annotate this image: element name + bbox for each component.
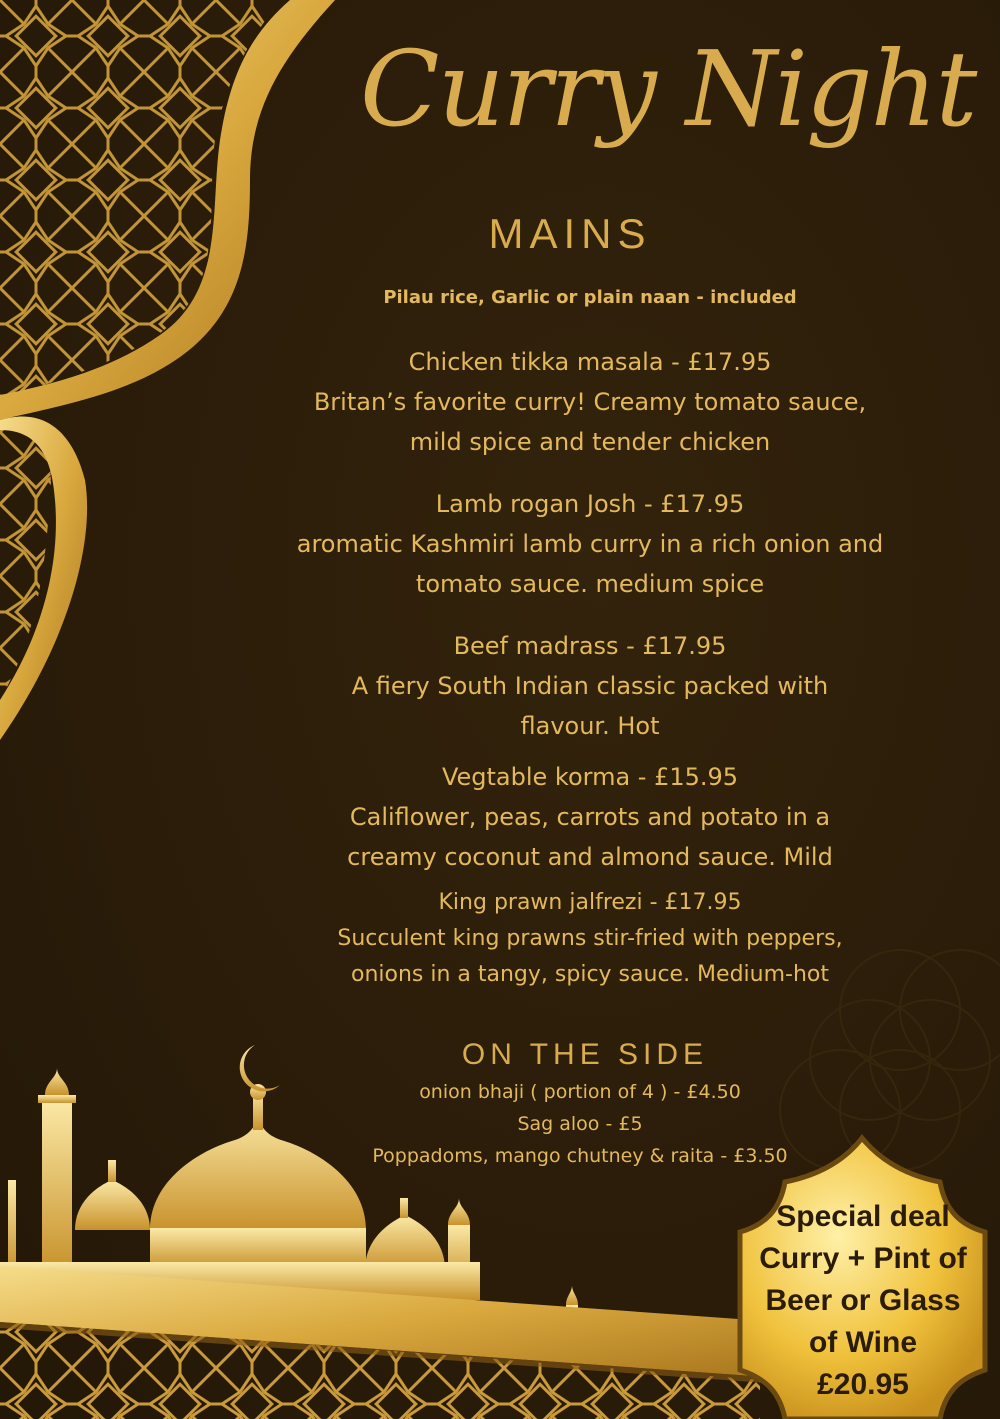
dish-name: Vegtable korma - £15.95 <box>441 763 739 791</box>
side-item: onion bhaji ( portion of 4 ) - £4.50 <box>419 1081 741 1103</box>
dish-description: Succulent king prawns stir-fried with peppers, <box>337 926 843 951</box>
dish-name: Lamb rogan Josh - £17.95 <box>435 490 745 518</box>
dish-name: King prawn jalfrezi - £17.95 <box>438 890 742 915</box>
dish-item <box>250 885 930 993</box>
special-deal-line: of Wine <box>808 1326 918 1359</box>
dish-item <box>250 342 930 462</box>
special-deal-price: £20.95 <box>817 1368 909 1401</box>
special-deal-text <box>748 1196 978 1406</box>
side-heading: ON THE SIDE <box>461 1038 709 1071</box>
dish-description: creamy coconut and almond sauce. Mild <box>347 843 833 871</box>
special-deal-line: Curry + Pint of <box>759 1242 967 1275</box>
dish-description: onions in a tangy, spicy sauce. Medium-hot <box>350 962 829 987</box>
dish-description: Britan’s favorite curry! Creamy tomato sauce, <box>313 388 867 416</box>
dish-description: mild spice and tender chicken <box>409 428 771 456</box>
dish-item <box>250 484 930 604</box>
dish-description: tomato sauce. medium spice <box>415 570 765 598</box>
side-item: Sag aloo - £5 <box>517 1113 643 1135</box>
special-deal-line: Special deal <box>776 1200 950 1233</box>
included-note: Pilau rice, Garlic or plain naan - included <box>383 287 797 308</box>
dish-description: flavour. Hot <box>520 712 660 740</box>
dish-item <box>250 626 930 746</box>
side-item: Poppadoms, mango chutney & raita - £3.50 <box>372 1145 788 1167</box>
page-title: Curry Night <box>360 28 976 150</box>
dish-description: aromatic Kashmiri lamb curry in a rich onion and <box>296 530 884 558</box>
side-list <box>330 1076 830 1172</box>
mains-heading: MAINS <box>488 210 652 257</box>
dish-description: A fiery South Indian classic packed with <box>351 672 829 700</box>
special-deal-line: Beer or Glass <box>765 1284 961 1317</box>
dish-item <box>250 757 930 877</box>
dish-name: Beef madrass - £17.95 <box>453 632 727 660</box>
dish-name: Chicken tikka masala - £17.95 <box>408 348 772 376</box>
dish-description: Califlower, peas, carrots and potato in a <box>349 803 831 831</box>
